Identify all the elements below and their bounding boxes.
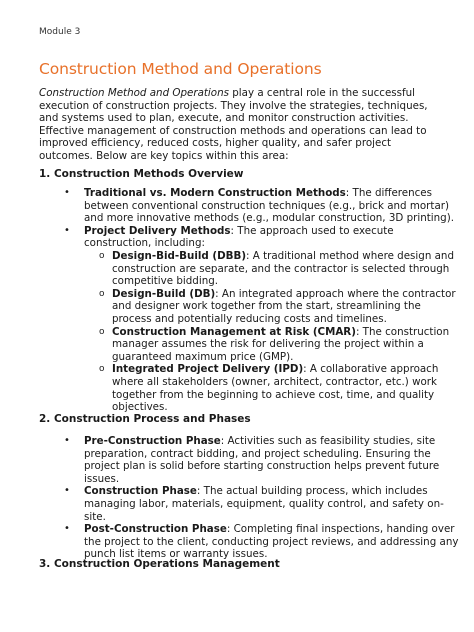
circle-bullet-icon: o	[99, 250, 105, 261]
sub-list-item	[84, 363, 459, 413]
bullet-icon: •	[64, 435, 70, 446]
list-item	[39, 225, 459, 414]
sub-item-text: : An integrated approach where the contractor and designer work together from the start, streamlining the process and potentially reducing costs and timelines.	[112, 287, 456, 325]
sub-list-item	[84, 288, 459, 326]
section-2-list	[39, 435, 459, 561]
item-term: Pre-Construction Phase	[84, 435, 221, 447]
item-text: : Activities such as feasibility studies, site preparation, contract bidding, and project scheduling. Ensuring the project plan is solid before starting construction helps prevent future issues.	[84, 435, 440, 485]
intro-text: play a central role in the successful execution of construction projects. They involve the strategies, techniques, and systems used to plan, execute, and monitor construction activities. Effective management of construction methods and operations can lead to improved efficiency, reduced costs, higher quality, and safer project outcomes. Below are key topics within this area:	[39, 87, 428, 162]
item-text: : The differences between conventional construction techniques (e.g., brick and mortar) and more innovative methods (e.g., modular construction, 3D printing).	[84, 187, 454, 225]
bullet-icon: •	[64, 187, 70, 198]
sub-item-text: : A collaborative approach where all stakeholders (owner, architect, contractor, etc.) work together from the beginning to achieve cost, time, and quality objectives.	[112, 363, 439, 414]
circle-bullet-icon: o	[99, 326, 105, 337]
list-item	[39, 523, 459, 561]
circle-bullet-icon: o	[99, 364, 105, 375]
sub-item-term: Design-Bid-Build (DBB)	[112, 249, 247, 262]
section-1-list	[39, 187, 459, 414]
sub-list-item	[84, 326, 459, 364]
list-item	[39, 485, 459, 523]
item-text: : Completing final inspections, handing over the project to the client, conducting project reviews, and addressing any punch list items or warranty issues.	[84, 523, 459, 561]
circle-bullet-icon: o	[99, 288, 105, 299]
bullet-icon: •	[64, 523, 70, 535]
list-item	[39, 435, 459, 485]
list-item	[39, 187, 459, 225]
item-term: Project Delivery Methods	[84, 224, 231, 237]
sub-item-term: Integrated Project Delivery (IPD)	[112, 363, 304, 376]
item-text: : The actual building process, which includes managing labor, materials, equipment, quality control, and safety on-site.	[84, 485, 444, 523]
sub-item-term: Design-Build (DB)	[112, 287, 216, 300]
intro-lead: Construction Method and Operations	[39, 87, 229, 99]
section-heading-1: 1. Construction Methods Overview	[39, 168, 244, 180]
bullet-icon: •	[64, 485, 70, 497]
bullet-icon: •	[64, 224, 70, 236]
module-header: Module 3	[39, 27, 81, 37]
intro-paragraph	[39, 87, 439, 163]
item-text: : The approach used to execute construction, including:	[84, 224, 394, 250]
item-term: Post-Construction Phase	[84, 523, 227, 536]
sub-list	[84, 250, 459, 414]
sub-item-text: : A traditional method where design and construction are separate, and the contractor is selected through competitive bidding.	[112, 249, 454, 288]
sub-item-term: Construction Management at Risk (CMAR)	[112, 325, 356, 338]
section-heading-3: 3. Construction Operations Management	[39, 558, 280, 570]
sub-list-item	[84, 250, 459, 288]
sub-item-text: : The construction manager assumes the risk for delivering the project within a guaranteed maximum price (GMP).	[112, 325, 450, 363]
document-title: Construction Method and Operations	[39, 60, 322, 78]
section-heading-2: 2. Construction Process and Phases	[39, 413, 251, 425]
item-term: Traditional vs. Modern Construction Methods	[84, 187, 346, 199]
item-term: Construction Phase	[84, 485, 197, 498]
